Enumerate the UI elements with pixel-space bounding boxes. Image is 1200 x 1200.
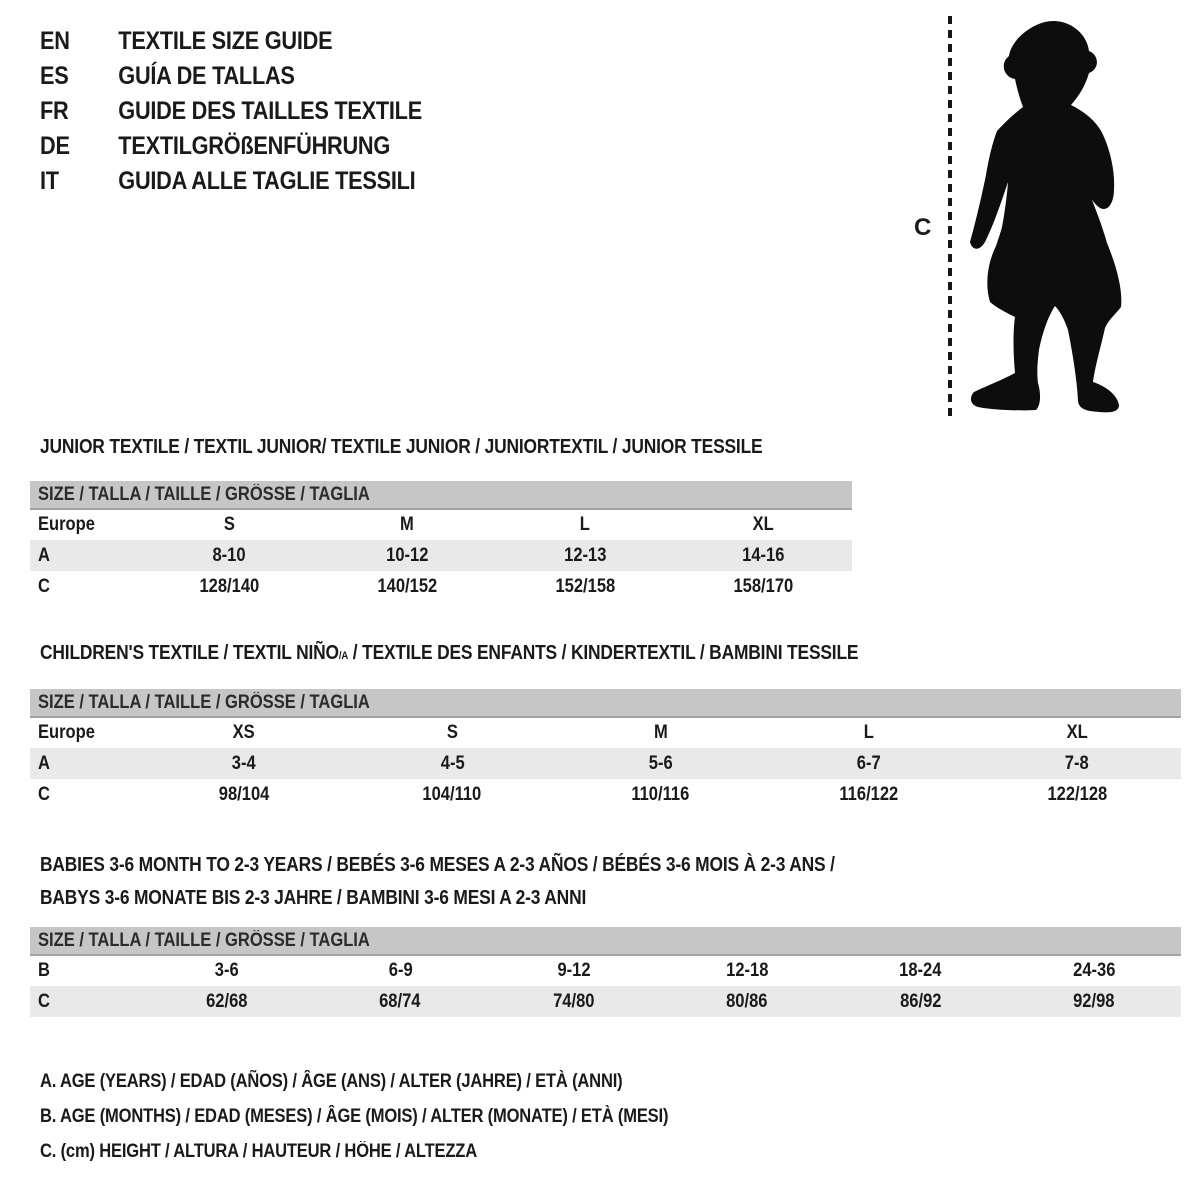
age-value: 14-16	[741, 544, 785, 566]
height-value: 74/80	[553, 990, 595, 1012]
language-row-it	[40, 164, 422, 199]
size-header-label: SIZE / TALLA / TAILLE / GRÖSSE / TAGLIA	[38, 483, 370, 505]
age-month-value: 12-18	[726, 960, 769, 981]
babies-section-title	[40, 849, 954, 915]
size-value: M	[400, 514, 414, 535]
size-value: XL	[1066, 722, 1088, 743]
row-label: Europe	[38, 514, 95, 535]
language-code: ES	[40, 62, 69, 90]
age-value: 8-10	[212, 544, 246, 566]
language-code: EN	[40, 27, 70, 55]
size-value: XL	[752, 514, 774, 535]
height-measure-label: C	[914, 214, 932, 241]
height-value: 122/128	[1046, 783, 1107, 805]
children-size-table	[30, 689, 1181, 810]
language-row-es	[40, 59, 422, 94]
row-label: A	[38, 544, 50, 566]
table-row	[30, 509, 852, 540]
children-section-title	[40, 642, 858, 665]
row-label: A	[38, 752, 50, 774]
guide-title: TEXTILE SIZE GUIDE	[118, 27, 333, 55]
language-code: IT	[40, 167, 59, 195]
height-measure-dotted-line	[948, 16, 952, 417]
language-code: DE	[40, 132, 70, 160]
language-row-de	[40, 129, 422, 164]
table-row	[30, 717, 1181, 748]
age-month-value: 3-6	[214, 960, 239, 981]
height-value: 86/92	[900, 990, 942, 1012]
height-value: 128/140	[199, 575, 259, 597]
height-value: 68/74	[379, 990, 421, 1012]
row-label: C	[38, 783, 50, 805]
size-header-label: SIZE / TALLA / TAILLE / GRÖSSE / TAGLIA	[38, 929, 370, 951]
row-label: C	[38, 990, 50, 1012]
children-title-sub: /A	[338, 650, 349, 662]
age-month-value: 6-9	[388, 960, 413, 981]
size-value: L	[863, 722, 874, 743]
size-value: L	[579, 514, 591, 535]
size-value: S	[223, 514, 235, 535]
height-value: 140/152	[377, 575, 437, 597]
toddler-silhouette	[965, 15, 1140, 423]
row-label: Europe	[38, 722, 95, 743]
age-value: 5-6	[648, 752, 673, 774]
size-header-row	[30, 481, 852, 509]
row-label: C	[38, 575, 50, 597]
babies-size-table	[30, 927, 1181, 1017]
table-row	[30, 955, 1181, 986]
language-row-fr	[40, 94, 422, 129]
children-title-post: / TEXTILE DES ENFANTS / KINDERTEXTIL / BAMBINI TESSILE	[348, 642, 859, 664]
size-value: M	[653, 722, 668, 743]
legend	[40, 1064, 762, 1169]
size-header-row	[30, 689, 1181, 717]
table-row	[30, 571, 852, 602]
language-title-list	[40, 24, 479, 199]
age-value: 6-7	[856, 752, 881, 774]
guide-title: GUÍA DE TALLAS	[118, 62, 295, 90]
legend-line-b: B. AGE (MONTHS) / EDAD (MESES) / ÂGE (MOIS) / ALTER (MONATE) / ETÀ (MESI)	[40, 1106, 669, 1127]
row-label: B	[38, 960, 50, 981]
age-value: 10-12	[385, 544, 429, 566]
legend-line-c: C. (cm) HEIGHT / ALTURA / HAUTEUR / HÖHE / ALTEZZA	[40, 1141, 477, 1162]
language-row-en	[40, 24, 422, 59]
size-value: XS	[233, 722, 256, 743]
height-value: 152/158	[555, 575, 615, 597]
size-header-row	[30, 927, 1181, 955]
height-value: 110/116	[631, 783, 690, 805]
guide-title: GUIDE DES TAILLES TEXTILE	[118, 97, 422, 125]
age-month-value: 9-12	[557, 960, 591, 981]
height-value: 92/98	[1073, 990, 1115, 1012]
height-value: 98/104	[218, 783, 270, 805]
guide-title: TEXTILGRÖßENFÜHRUNG	[118, 132, 391, 160]
height-value: 158/170	[733, 575, 793, 597]
age-value: 3-4	[232, 752, 257, 774]
age-value: 4-5	[440, 752, 465, 774]
age-value: 7-8	[1064, 752, 1089, 774]
junior-section-title: JUNIOR TEXTILE / TEXTIL JUNIOR/ TEXTILE JUNIOR / JUNIORTEXTIL / JUNIOR TESSILE	[40, 436, 763, 458]
table-row	[30, 748, 1181, 779]
height-value: 116/122	[839, 783, 899, 805]
height-value: 62/68	[206, 990, 248, 1012]
babies-title-line2: BABYS 3-6 MONATE BIS 2-3 JAHRE / BAMBINI 3-6 MESI A 2-3 ANNI	[40, 887, 587, 909]
babies-title-line1: BABIES 3-6 MONTH TO 2-3 YEARS / BEBÉS 3-6 MESES A 2-3 AÑOS / BÉBÉS 3-6 MOIS À 2-3 ANS /	[40, 854, 835, 876]
legend-line-a: A. AGE (YEARS) / EDAD (AÑOS) / ÂGE (ANS) / ALTER (JAHRE) / ETÀ (ANNI)	[40, 1071, 623, 1092]
junior-size-table	[30, 481, 852, 602]
language-code: FR	[40, 97, 69, 125]
guide-title: GUIDA ALLE TAGLIE TESSILI	[118, 167, 416, 195]
table-row	[30, 986, 1181, 1017]
height-value: 80/86	[726, 990, 768, 1012]
table-row	[30, 779, 1181, 810]
age-month-value: 18-24	[899, 960, 942, 981]
table-row	[30, 540, 852, 571]
age-value: 12-13	[563, 544, 607, 566]
size-header-label: SIZE / TALLA / TAILLE / GRÖSSE / TAGLIA	[38, 691, 370, 713]
height-value: 104/110	[422, 783, 482, 805]
age-month-value: 24-36	[1073, 960, 1116, 981]
children-title-pre: CHILDREN'S TEXTILE / TEXTIL NIÑO	[40, 642, 339, 664]
size-value: S	[446, 722, 458, 743]
